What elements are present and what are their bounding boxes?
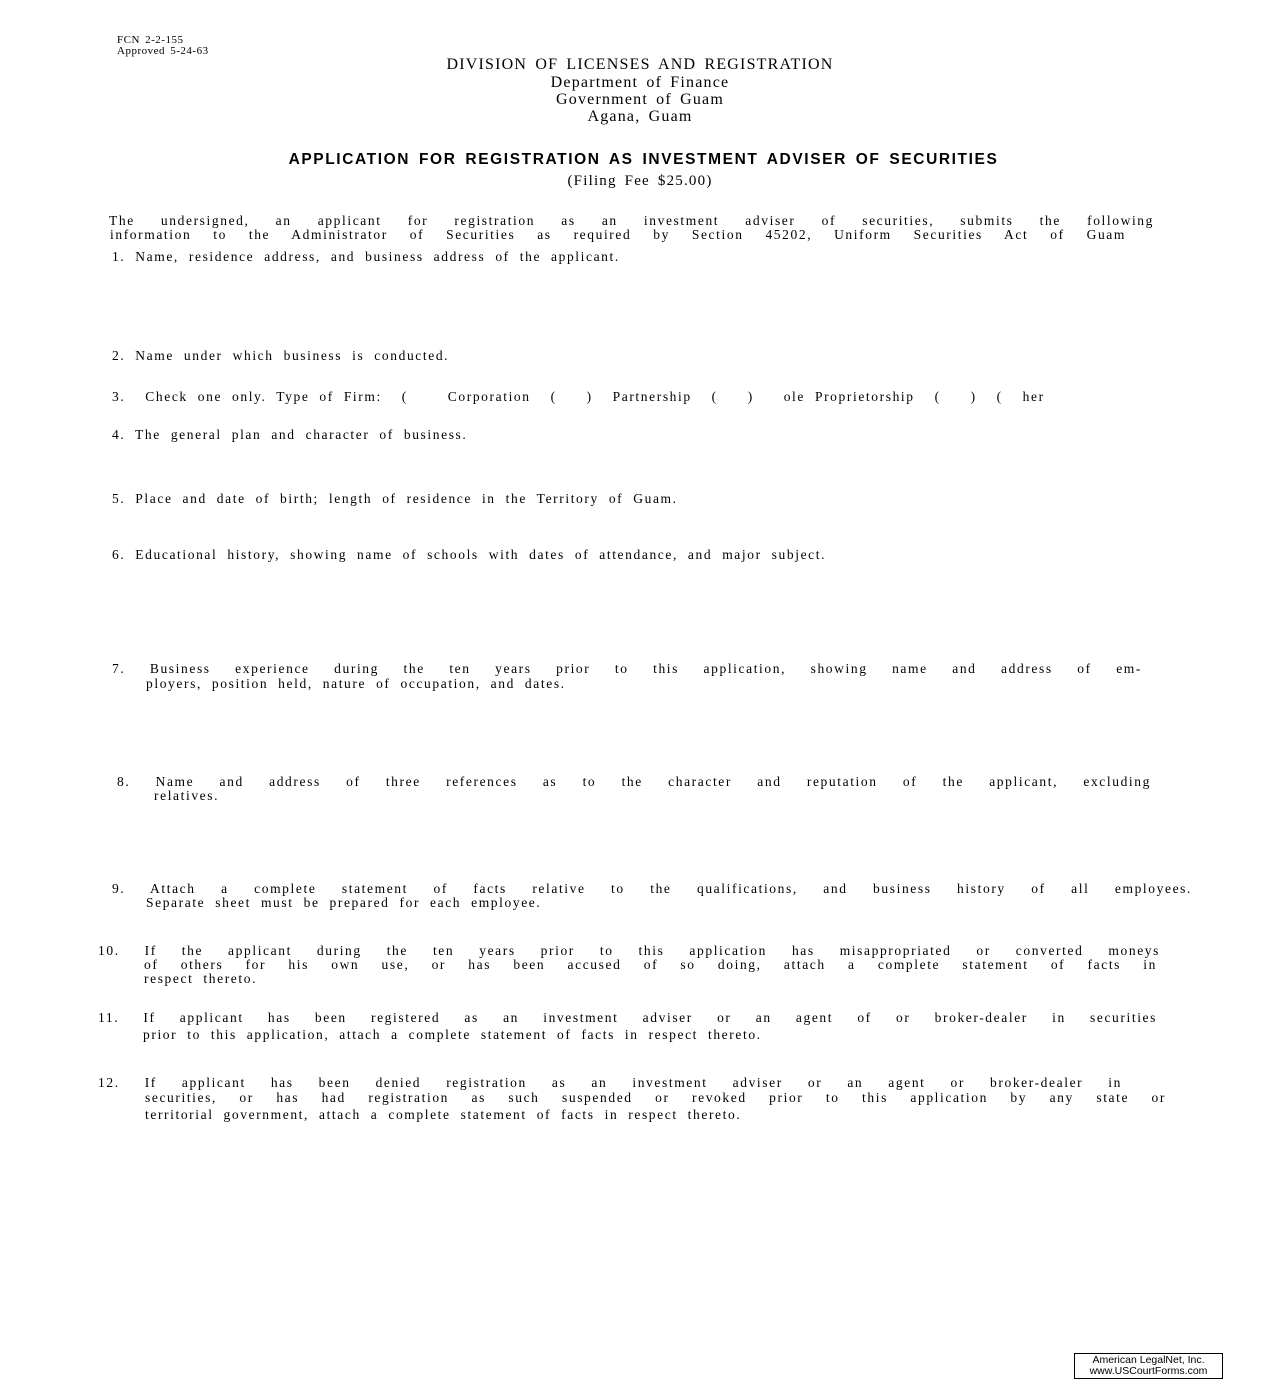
item-12-cont: securities, or has had registration as such suspended or revoked prior to this application by any state or — [145, 1090, 1166, 1105]
item-6: 6. Educational history, showing name of schools with dates of attendance, and major subject. — [112, 547, 827, 562]
form-number: FCN 2-2-155 — [117, 34, 184, 46]
item-1: 1. Name, residence address, and business address of the applicant. — [112, 249, 620, 264]
item-10: 10. If the applicant during the ten years prior to this application has misappropriated or converted moneys — [98, 943, 1160, 958]
item-9: 9. Attach a complete statement of facts relative to the qualifications, and business history of all employees. — [112, 881, 1192, 896]
item-4: 4. The general plan and character of business. — [112, 427, 468, 442]
item-8-cont: relatives. — [154, 788, 220, 803]
location-heading: Agana, Guam — [587, 108, 693, 125]
item-7: 7. Business experience during the ten years prior to this application, showing name and address of em- — [112, 661, 1142, 676]
item-7-cont: ployers, position held, nature of occupation, and dates. — [146, 676, 566, 691]
publisher-badge — [1074, 1353, 1223, 1379]
intro-line: The undersigned, an applicant for registration as an investment adviser of securities, submits the following — [109, 213, 1154, 228]
department-heading: Department of Finance — [550, 74, 730, 91]
publisher-url[interactable]: www.USCourtForms.com — [1089, 1365, 1208, 1377]
item-10-cont: of others for his own use, or has been accused of so doing, attach a complete statement of facts in — [144, 957, 1157, 972]
filing-fee: (Filing Fee $25.00) — [567, 173, 713, 189]
item-11: 11. If applicant has been registered as an investment adviser or an agent of or broker-dealer in securities — [98, 1010, 1157, 1025]
division-heading: DIVISION OF LICENSES AND REGISTRATION — [446, 56, 834, 73]
item-11-cont: prior to this application, attach a complete statement of facts in respect thereto. — [143, 1027, 762, 1042]
intro-line: information to the Administrator of Securities as required by Section 45202, Uniform Securities Act of Guam — [110, 227, 1126, 242]
publisher-name: American LegalNet, Inc. — [1092, 1354, 1205, 1366]
item-8: 8. Name and address of three references as to the character and reputation of the applicant, excluding — [117, 774, 1151, 789]
approval-date: Approved 5-24-63 — [117, 45, 209, 57]
government-heading: Government of Guam — [555, 91, 724, 108]
page-title: APPLICATION FOR REGISTRATION AS INVESTMENT ADVISER OF SECURITIES — [288, 151, 999, 168]
item-9-cont: Separate sheet must be prepared for each employee. — [146, 895, 542, 910]
item-3-firm-type: 3. Check one only. Type of Firm: ( Corporation ( ) Partnership ( ) ole Proprietorship ( ) ( her — [112, 389, 1045, 404]
item-2: 2. Name under which business is conducted. — [112, 348, 450, 363]
item-12-cont: territorial government, attach a complete statement of facts in respect thereto. — [145, 1107, 742, 1122]
item-5: 5. Place and date of birth; length of residence in the Territory of Guam. — [112, 491, 678, 506]
item-10-cont: respect thereto. — [144, 971, 258, 986]
item-12: 12. If applicant has been denied registration as an investment adviser or an agent or broker-dealer in — [98, 1075, 1122, 1090]
